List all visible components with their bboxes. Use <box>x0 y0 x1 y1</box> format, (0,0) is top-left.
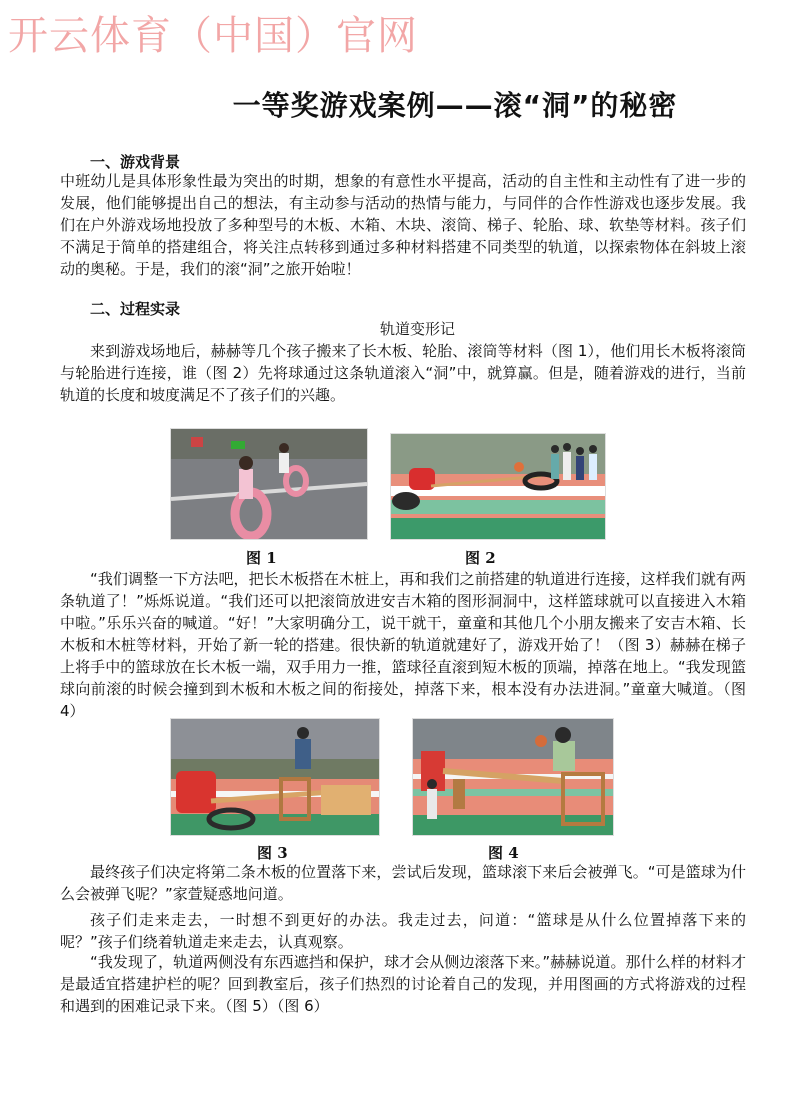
paragraph-background: 中班幼儿是具体形象性最为突出的时期，想象的有意性水平提高，活动的自主性和主动性有了进一步的发展，他们能够提出自己的想法，有主动参与活动的热情与能力，与同伴的合作性游戏也逐步发展。我们在户外游戏场地投放了多种型号的木板、木箱、木块、滚筒、梯子、轮胎、球、软垫等材料。孩子们不满足于简单的搭建组合，将关注点转移到通过多种材料搭建不同类型的轨道，以探索物体在斜坡上滚动的奥秘。于是，我们的滚“洞”之旅开始啦！ <box>60 172 746 278</box>
page-title: 一等奖游戏案例——滚“洞”的秘密 <box>232 89 678 122</box>
subsection-title: 轨道变形记 <box>380 320 456 338</box>
caption-figure-2: 图 2 <box>465 549 496 567</box>
paragraph-1: 来到游戏场地后，赫赫等几个孩子搬来了长木板、轮胎、滚筒等材料（图 1），他们用长木板将滚筒与轮胎进行连接，谁（图 2）先将球通过这条轨道滚入“洞”中，就算赢。但是，随着游戏的进行，当前轨道的长度和坡度满足不了孩子们的兴趣。 <box>60 342 746 404</box>
caption-figure-3: 图 3 <box>257 844 288 862</box>
caption-figure-4: 图 4 <box>488 844 519 862</box>
section-heading-background: 一、游戏背景 <box>90 153 181 171</box>
paragraph-5: “我发现了，轨道两侧没有东西遮挡和保护，球才会从侧边滚落下来。”赫赫说道。那什么样的材料才是最适宜搭建护栏的呢？回到教室后，孩子们热烈的讨论着自己的发现，并用图画的方式将游戏的过程和遇到的困难记录下来。（图 5）（图 6） <box>60 953 746 1015</box>
paragraph-2: “我们调整一下方法吧，把长木板搭在木桩上，再和我们之前搭建的轨道进行连接，这样我们就有两条轨道了！”烁烁说道。“我们还可以把滚筒放进安吉木箱的图形洞洞中，这样篮球就可以直接进入木箱中啦。”乐乐兴奋的喊道。“好！”大家明确分工，说干就干，童童和其他几个小朋友搬来了安吉木箱、长木板和木桩等材料，开始了新一轮的搭建。很快新的轨道就建好了，游戏开始了！（图 3）赫赫在梯子上将手中的篮球放在长木板一端，双手用力一推，篮球径直滚到短木板的顶端，掉落在地上。“我发现篮球向前滚的时候会撞到到木板和木板之间的衔接处，掉落下来，根本没有办法进洞。”童童大喊道。（图 4） <box>60 570 746 720</box>
section-heading-process: 二、过程实录 <box>90 300 181 318</box>
photo-figure-4 <box>412 718 614 836</box>
photo-figure-2 <box>390 433 606 540</box>
photo-figure-1 <box>170 428 368 540</box>
watermark: 开云体育（中国）官网 <box>8 13 418 59</box>
photo-figure-3 <box>170 718 380 836</box>
paragraph-3: 最终孩子们决定将第二条木板的位置落下来，尝试后发现，篮球滚下来后会被弹飞。“可是篮球为什么会被弹飞呢？”家萱疑惑地问道。 <box>60 863 746 903</box>
paragraph-4: 孩子们走来走去，一时想不到更好的办法。我走过去，问道：“篮球是从什么位置掉落下来的呢？”孩子们绕着轨道走来走去，认真观察。 <box>60 911 746 951</box>
caption-figure-1: 图 1 <box>246 549 277 567</box>
